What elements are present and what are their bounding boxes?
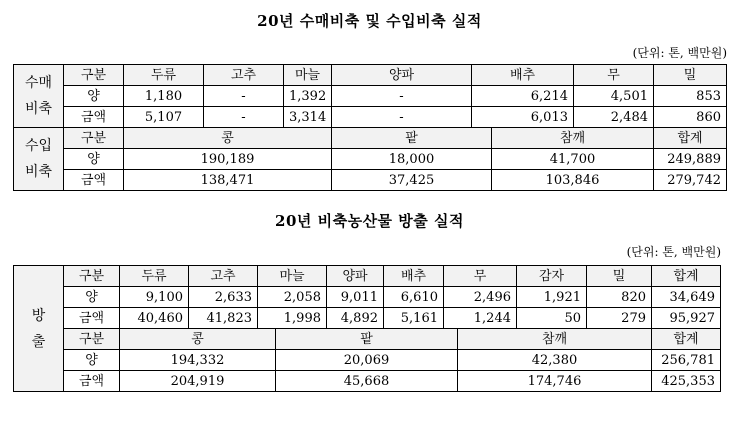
header-cell: 구분 bbox=[64, 266, 120, 287]
value-cell: 1,921 bbox=[517, 287, 587, 308]
release-label: 방 출 bbox=[14, 266, 64, 392]
header-cell: 구분 bbox=[64, 329, 120, 350]
table-row bbox=[14, 308, 721, 329]
value-cell: 138,471 bbox=[124, 170, 332, 191]
value-cell: 37,425 bbox=[332, 170, 492, 191]
header-cell: 두류 bbox=[124, 65, 204, 86]
table2-unit: (단위: 톤, 백만원) bbox=[626, 245, 721, 259]
header-cell: 고추 bbox=[189, 266, 258, 287]
value-cell: 5,161 bbox=[384, 308, 444, 329]
release-header-row bbox=[14, 266, 721, 287]
header-cell: 무 bbox=[574, 65, 654, 86]
value-cell: 2,484 bbox=[574, 107, 654, 128]
value-cell: 279,742 bbox=[654, 170, 727, 191]
header-cell: 배추 bbox=[384, 266, 444, 287]
stockpile-table bbox=[13, 64, 727, 191]
table-row bbox=[14, 287, 721, 308]
value-cell: 6,214 bbox=[472, 86, 574, 107]
row-label: 금액 bbox=[64, 371, 120, 392]
header-cell: 팥 bbox=[276, 329, 458, 350]
header-cell: 참깨 bbox=[492, 128, 654, 149]
value-cell: - bbox=[204, 86, 284, 107]
value-cell: - bbox=[204, 107, 284, 128]
value-cell: 41,700 bbox=[492, 149, 654, 170]
value-cell: 2,633 bbox=[189, 287, 258, 308]
value-cell: 860 bbox=[654, 107, 727, 128]
value-cell: 6,610 bbox=[384, 287, 444, 308]
value-cell: 9,011 bbox=[327, 287, 384, 308]
table-row bbox=[14, 149, 727, 170]
table-row bbox=[14, 170, 727, 191]
header-cell: 밀 bbox=[587, 266, 652, 287]
value-cell: 4,501 bbox=[574, 86, 654, 107]
table-row bbox=[14, 350, 721, 371]
value-cell: 256,781 bbox=[652, 350, 721, 371]
value-cell: 3,314 bbox=[284, 107, 332, 128]
value-cell: 41,823 bbox=[189, 308, 258, 329]
value-cell: 1,180 bbox=[124, 86, 204, 107]
header-cell: 무 bbox=[444, 266, 517, 287]
header-cell: 양파 bbox=[327, 266, 384, 287]
value-cell: 204,919 bbox=[120, 371, 276, 392]
header-cell: 팥 bbox=[332, 128, 492, 149]
value-cell: 853 bbox=[654, 86, 727, 107]
value-cell: 9,100 bbox=[120, 287, 189, 308]
header-cell: 마늘 bbox=[284, 65, 332, 86]
value-cell: 1,392 bbox=[284, 86, 332, 107]
table1-unit: (단위: 톤, 백만원) bbox=[632, 46, 727, 60]
value-cell: 2,496 bbox=[444, 287, 517, 308]
release-table bbox=[13, 265, 721, 392]
header-cell: 구분 bbox=[64, 65, 124, 86]
header-cell: 고추 bbox=[204, 65, 284, 86]
value-cell: - bbox=[332, 107, 472, 128]
value-cell: 1,998 bbox=[258, 308, 327, 329]
header-cell: 콩 bbox=[124, 128, 332, 149]
purchase-stockpile-label: 수매 비축 bbox=[14, 65, 64, 128]
value-cell: 174,746 bbox=[458, 371, 652, 392]
value-cell: 20,069 bbox=[276, 350, 458, 371]
value-cell: 190,189 bbox=[124, 149, 332, 170]
row-label: 양 bbox=[64, 350, 120, 371]
header-cell: 양파 bbox=[332, 65, 472, 86]
table-row bbox=[14, 107, 727, 128]
row-label: 양 bbox=[64, 149, 124, 170]
table2-title: 20년 비축농산물 방출 실적 bbox=[275, 212, 464, 230]
value-cell: 5,107 bbox=[124, 107, 204, 128]
value-cell: 820 bbox=[587, 287, 652, 308]
table1-title: 20년 수매비축 및 수입비축 실적 bbox=[257, 12, 482, 30]
table-row bbox=[14, 86, 727, 107]
header-cell: 밀 bbox=[654, 65, 727, 86]
header-cell: 콩 bbox=[120, 329, 276, 350]
value-cell: 34,649 bbox=[652, 287, 721, 308]
value-cell: 194,332 bbox=[120, 350, 276, 371]
release-beans-header-row bbox=[14, 329, 721, 350]
value-cell: 45,668 bbox=[276, 371, 458, 392]
purchase-header-row bbox=[14, 65, 727, 86]
table-row bbox=[14, 371, 721, 392]
value-cell: 4,892 bbox=[327, 308, 384, 329]
row-label: 금액 bbox=[64, 170, 124, 191]
header-cell: 마늘 bbox=[258, 266, 327, 287]
import-stockpile-label: 수입 비축 bbox=[14, 128, 64, 191]
header-cell: 참깨 bbox=[458, 329, 652, 350]
value-cell: 18,000 bbox=[332, 149, 492, 170]
value-cell: 2,058 bbox=[258, 287, 327, 308]
value-cell: 425,353 bbox=[652, 371, 721, 392]
row-label: 금액 bbox=[64, 308, 120, 329]
header-cell: 배추 bbox=[472, 65, 574, 86]
value-cell: 42,380 bbox=[458, 350, 652, 371]
header-cell: 합계 bbox=[652, 266, 721, 287]
value-cell: 1,244 bbox=[444, 308, 517, 329]
header-cell: 감자 bbox=[517, 266, 587, 287]
header-cell: 두류 bbox=[120, 266, 189, 287]
import-header-row bbox=[14, 128, 727, 149]
value-cell: 40,460 bbox=[120, 308, 189, 329]
row-label: 양 bbox=[64, 86, 124, 107]
header-cell: 합계 bbox=[654, 128, 727, 149]
header-cell: 합계 bbox=[652, 329, 721, 350]
row-label: 양 bbox=[64, 287, 120, 308]
value-cell: 6,013 bbox=[472, 107, 574, 128]
row-label: 금액 bbox=[64, 107, 124, 128]
value-cell: 95,927 bbox=[652, 308, 721, 329]
value-cell: 50 bbox=[517, 308, 587, 329]
value-cell: 249,889 bbox=[654, 149, 727, 170]
value-cell: - bbox=[332, 86, 472, 107]
value-cell: 279 bbox=[587, 308, 652, 329]
value-cell: 103,846 bbox=[492, 170, 654, 191]
header-cell: 구분 bbox=[64, 128, 124, 149]
